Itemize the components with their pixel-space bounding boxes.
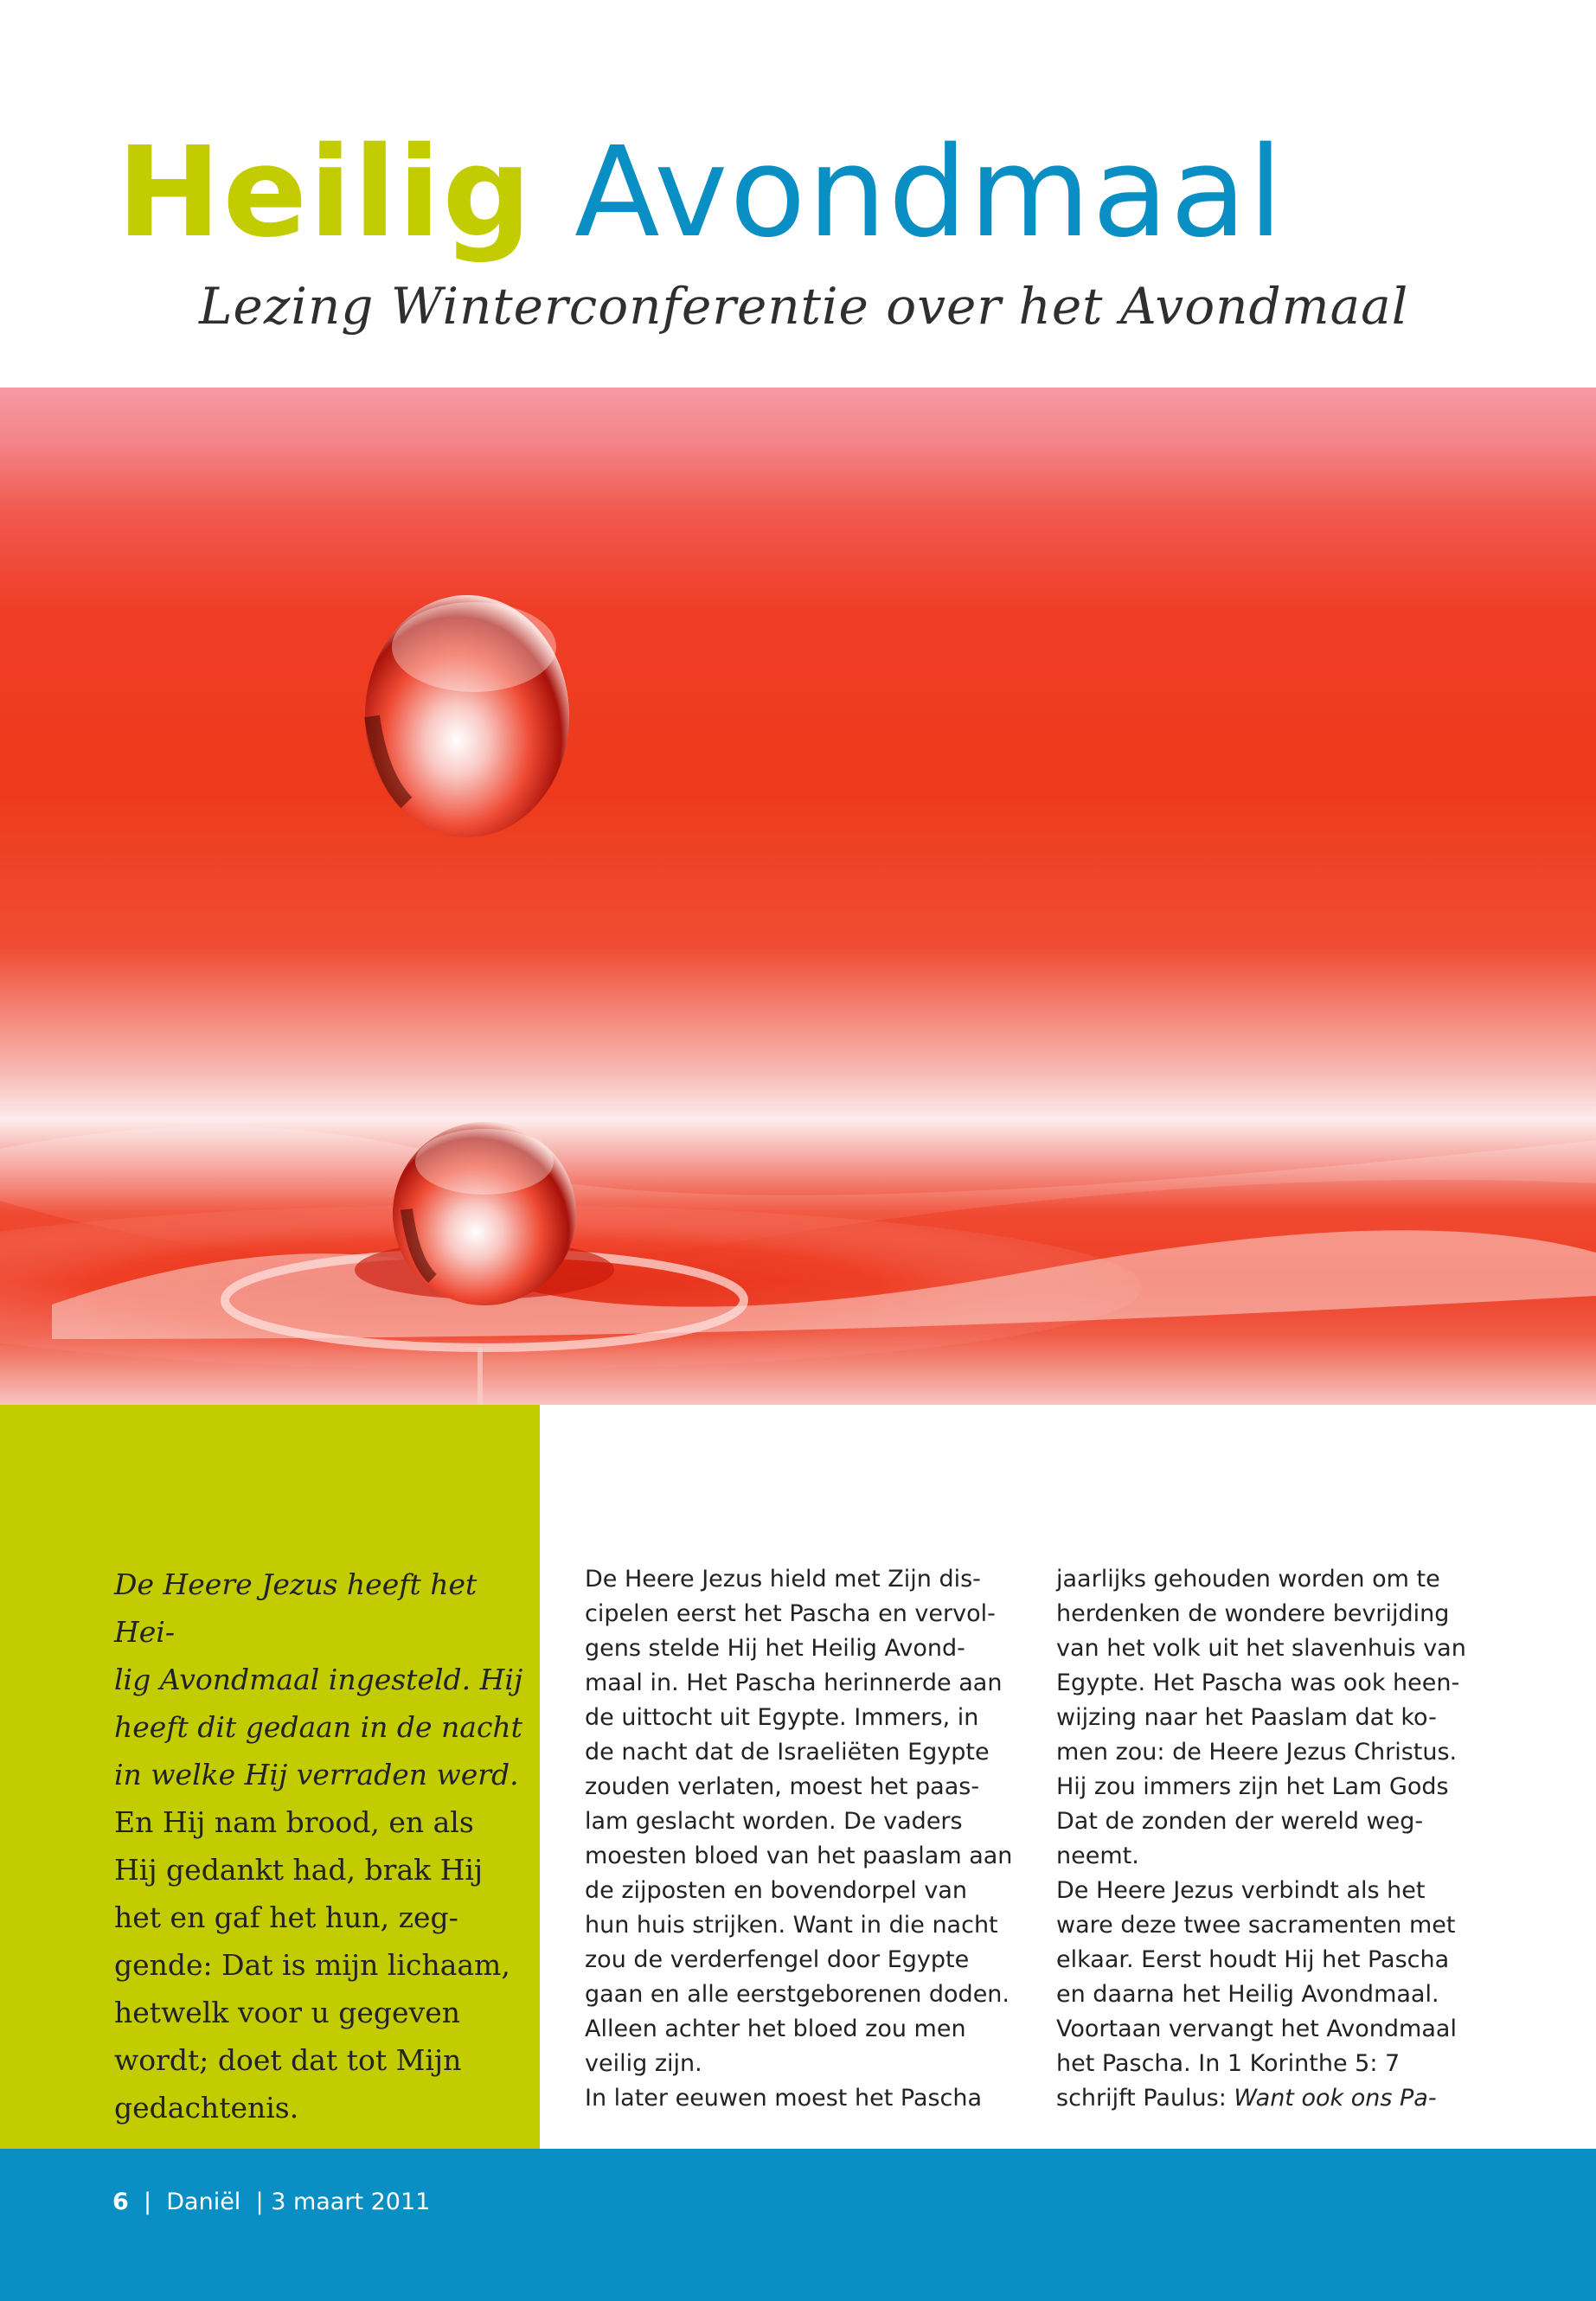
body-line-last (1056, 2081, 1506, 2116)
rebound-highlight (415, 1129, 554, 1195)
body-line: neemt. (1056, 1843, 1139, 1869)
body-line: maal in. Het Pascha herinnerde aan (585, 1670, 1003, 1696)
page-title (117, 119, 1285, 265)
pullquote-line: hetwelk voor u gegeven (114, 1996, 460, 2029)
publication-name: Daniël (166, 2189, 241, 2215)
footer-bar (0, 2149, 1596, 2301)
body-column-2 (585, 1562, 1035, 2116)
body-line: Voortaan vervangt het Avondmaal (1056, 2016, 1457, 2042)
droplet-illustration (0, 388, 1596, 1405)
body-line: ware deze twee sacramenten met (1056, 1912, 1456, 1939)
pullquote-line: wordt; doet dat tot Mijn (114, 2043, 462, 2077)
body-line: de zijposten en bovendorpel van (585, 1877, 968, 1904)
pullquote-line: lig Avondmaal ingesteld. Hij (114, 1663, 523, 1696)
pullquote (114, 1561, 525, 2131)
body-line: hun huis strijken. Want in die nacht (585, 1912, 998, 1939)
body-line-italic: Want ook ons Pa- (1234, 2085, 1437, 2112)
body-line: lam geslacht worden. De vaders (585, 1808, 963, 1835)
footer-separator: | (143, 2189, 152, 2215)
body-line: gens stelde Hij het Heilig Avond- (585, 1635, 965, 1662)
body-line: de nacht dat de Israeliëten Egypte (585, 1739, 990, 1766)
body-line: wijzing naar het Paaslam dat ko- (1056, 1704, 1437, 1731)
hero-photo-red-droplet (0, 388, 1596, 1405)
title-part-avondmaal: Avondmaal (574, 119, 1285, 265)
pullquote-line: En Hij nam brood, en als (114, 1805, 474, 1839)
body-line: en daarna het Heilig Avondmaal. (1056, 1981, 1439, 2008)
droplet-highlight (392, 602, 556, 692)
body-line: Alleen achter het bloed zou men (585, 2016, 966, 2042)
body-line: gaan en alle eerstgeborenen doden. (585, 1981, 1010, 2008)
body-line: Dat de zonden der wereld weg- (1056, 1808, 1424, 1835)
body-line: moesten bloed van het paaslam aan (585, 1843, 1013, 1869)
issue-date: 3 maart 2011 (271, 2189, 431, 2215)
body-line: veilig zijn. (585, 2050, 702, 2077)
body-line: de uittocht uit Egypte. Immers, in (585, 1704, 979, 1731)
title-part-heilig: Heilig (117, 119, 534, 265)
footer (112, 2189, 430, 2215)
body-line: herdenken de wondere bevrijding (1056, 1600, 1450, 1627)
body-line: zouden verlaten, moest het paas- (585, 1773, 980, 1800)
body-line-roman: schrijft Paulus: (1056, 2085, 1234, 2112)
body-line: jaarlijks gehouden worden om te (1056, 1566, 1440, 1593)
pullquote-line: heeft dit gedaan in de nacht (114, 1710, 522, 1744)
pullquote-line: gedachtenis. (114, 2091, 299, 2125)
body-line: Egypte. Het Pascha was ook heen- (1056, 1670, 1460, 1696)
body-line: In later eeuwen moest het Pascha (585, 2085, 983, 2112)
pullquote-line: De Heere Jezus heeft het Hei- (114, 1567, 478, 1649)
subtitle: Lezing Winterconferentie over het Avondmaal (199, 277, 1409, 336)
body-line: zou de verderfengel door Egypte (585, 1946, 970, 1973)
pullquote-line: gende: Dat is mijn lichaam, (114, 1948, 510, 1982)
pullquote-line: Hij gedankt had, brak Hij (114, 1853, 484, 1887)
body-line: men zou: de Heere Jezus Christus. (1056, 1739, 1458, 1766)
body-line: van het volk uit het slavenhuis van (1056, 1635, 1466, 1662)
page-number: 6 (112, 2189, 129, 2215)
body-line: De Heere Jezus verbindt als het (1056, 1877, 1426, 1904)
body-line: cipelen eerst het Pascha en vervol- (585, 1600, 996, 1627)
pullquote-line: in welke Hij verraden werd. (114, 1758, 519, 1791)
body-column-3 (1056, 1562, 1506, 2116)
body-line: Hij zou immers zijn het Lam Gods (1056, 1773, 1449, 1800)
body-line: het Pascha. In 1 Korinthe 5: 7 (1056, 2050, 1401, 2077)
body-line: elkaar. Eerst houdt Hij het Pascha (1056, 1946, 1450, 1973)
footer-separator: | (255, 2189, 264, 2215)
pullquote-line: het en gaf het hun, zeg- (114, 1900, 458, 1934)
body-line: De Heere Jezus hield met Zijn dis- (585, 1566, 981, 1593)
